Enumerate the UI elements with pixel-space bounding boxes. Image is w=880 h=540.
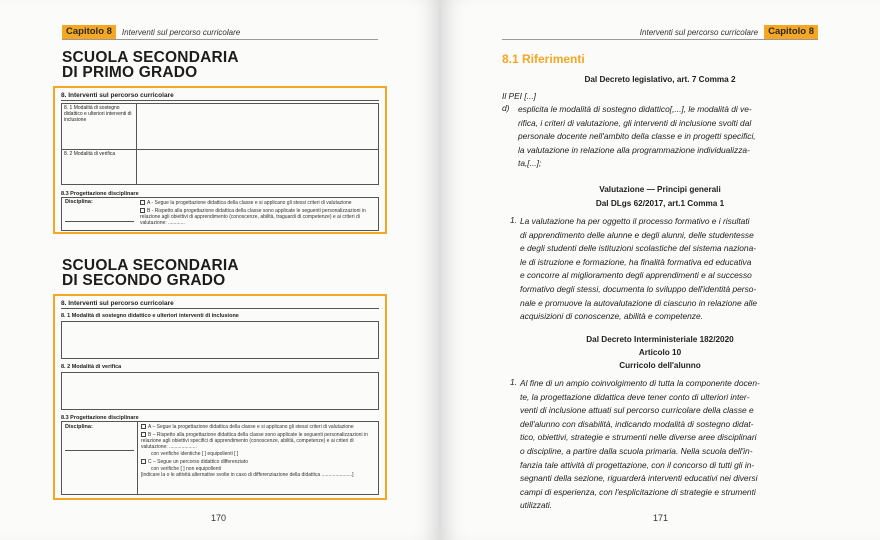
heading-line: Valutazione — Principi generali (599, 185, 721, 194)
paragraph-2 (520, 377, 820, 513)
option-b-label: B – Rispetto alla progettazione didattica della classe sono applicate le seguenti personalizzazioni in relazione agli obiettivi specifici di apprendimento (conoscenze, abilità, competenze) e ai criteri di valutazione: .................... (141, 432, 368, 450)
section-title: 8.1 Riferimenti (502, 52, 585, 66)
chapter-badge: Capitolo 8 (62, 25, 116, 39)
text-line: La valutazione ha per oggetto il processo formativo e i risultati (520, 216, 750, 226)
prog-title: 8.3 Progettazione disciplinare (61, 415, 139, 421)
text-line: utilizzati. (520, 500, 553, 511)
options-cell (137, 422, 378, 494)
paragraph-d (518, 103, 818, 171)
reference-heading (502, 334, 818, 371)
discipline-cell (62, 198, 137, 230)
options-cell (137, 198, 378, 230)
option-a-label: A – Segue la progettazione didattica della classe e si applicano gli stessi criteri di valutazione (148, 424, 354, 430)
form-primo-grado (53, 86, 387, 234)
text-line: le di istruzione e formazione, ha finalità formativa ed educativa (520, 256, 752, 267)
text-line: di apprendimento delle alunne e degli alunni, delle studentesse (520, 229, 754, 240)
heading-line: Curricolo dell'alunno (619, 361, 701, 370)
pei-line: Il PEI [...] (502, 91, 536, 101)
text-line: o discipline, a partire dalla scuola primaria. Nella scuola dell'in- (520, 445, 753, 456)
text-line: ta,[...]; (518, 158, 542, 169)
heading-line: DI PRIMO GRADO (62, 64, 198, 81)
textarea-box[interactable] (61, 321, 379, 359)
page-number: 170 (211, 513, 227, 523)
option-b[interactable] (140, 208, 375, 226)
option-c[interactable] (141, 459, 375, 465)
section-heading-primo (62, 50, 239, 80)
header-rule (502, 39, 818, 40)
reference-heading: Dal Decreto legislativo, art. 7 Comma 2 (584, 75, 736, 84)
text-line: Al fine di un ampio coinvolgimento di tutta la componente docen- (520, 378, 760, 388)
option-c-detail: con verifiche [ ] non equipollenti (151, 466, 222, 472)
header-rule (62, 39, 378, 40)
checkbox-icon[interactable] (141, 459, 146, 464)
row-input-area[interactable] (137, 104, 378, 149)
heading-line: Dal Decreto Interministeriale 182/2020 (586, 335, 734, 344)
table-row (62, 150, 378, 184)
text-line: personale docente nell'ambito della classe e in progetti specifici, (518, 131, 756, 142)
option-b-detail: con verifiche identiche [ ] equipollenti [ ] (151, 451, 239, 457)
list-marker: d) (502, 103, 510, 113)
discipline-label: Disciplina: (65, 424, 93, 430)
left-header (62, 25, 246, 39)
heading-line: Articolo 10 (638, 348, 682, 357)
option-a[interactable] (141, 424, 375, 430)
form-secondo-grado (53, 294, 387, 500)
option-a-label: A - Segue la progettazione didattica della classe e si applicano gli stessi criteri di valutazione (147, 200, 352, 206)
form-title: 8. Interventi sul percorso curricolare (61, 92, 379, 101)
textarea-box[interactable] (61, 372, 379, 410)
right-header (634, 25, 818, 39)
subsection-label: 8. 1 Modalità di sostegno didattico e ulteriori interventi di inclusione (61, 313, 239, 319)
discipline-line[interactable] (65, 450, 134, 451)
text-line: tico, obiettivi, strategie e strumenti nelle diverse aree disciplinari (520, 432, 757, 443)
option-b[interactable] (141, 432, 375, 450)
paragraph-1 (520, 215, 820, 324)
option-b-label: B - Rispetto alla progettazione didattica della classe sono applicate le seguenti personalizzazioni in relazione agli obiettivi di apprendimento (conoscenze, abilità, traguardi di competenze) e ai criteri di valutazione: ............ (140, 208, 366, 226)
header-subtitle: Interventi sul percorso curricolare (121, 27, 241, 37)
option-c-note: [indicare la o le attività alternative svolte in caso di differenziazione della didattica ......................] (141, 472, 354, 478)
subsection-label: 8. 2 Modalità di verifica (61, 364, 122, 370)
discipline-cell (62, 422, 137, 494)
heading-line: SCUOLA SECONDARIA (62, 257, 239, 274)
list-marker: 1. (510, 377, 517, 387)
reference-heading (502, 184, 818, 209)
form-table (61, 103, 379, 185)
text-line: te, la progettazione didattica deve tener conto di ulteriori inter- (520, 391, 750, 402)
text-line: dell'alunno con disabilità, indicando modalità di sostegno didat- (520, 418, 754, 429)
text-line: segnanti della sezione, riguarderà interventi educativi nei diversi (520, 473, 758, 484)
option-c-label: C – Segue un percorso didattico differenziato (148, 459, 248, 465)
page-number: 171 (653, 513, 669, 523)
prog-table (61, 421, 379, 495)
text-line: fanzia tale attività di progettazione, con il concorso di tutti gli in- (520, 459, 755, 470)
list-marker: 1. (510, 215, 517, 225)
heading-line: DI SECONDO GRADO (62, 272, 226, 289)
checkbox-icon[interactable] (140, 200, 145, 205)
row-label: 8. 1 Modalità di sostegno didattico e ulteriori interventi di inclusione (62, 104, 137, 149)
text-line: esplicita le modalità di sostegno didattico[,...], le modalità di ve- (518, 104, 752, 114)
discipline-label: Disciplina: (65, 199, 93, 205)
checkbox-icon[interactable] (140, 208, 145, 213)
text-line: formativo degli stessi, documenta lo sviluppo dell'identità perso- (520, 283, 757, 294)
form-title: 8. Interventi sul percorso curricolare (61, 300, 379, 309)
text-line: rifica, i criteri di valutazione, gli interventi di inclusione svolti dal (518, 117, 752, 128)
text-line: la valutazione in relazione alla programmazione individualizza- (518, 144, 750, 155)
text-line: venti di inclusione attuati sul percorso curricolare della classe e (520, 405, 754, 416)
right-page (440, 0, 880, 540)
row-input-area[interactable] (137, 150, 378, 184)
text-line: acquisizioni di conoscenze, abilità e competenze. (520, 311, 703, 322)
discipline-line[interactable] (65, 221, 134, 222)
prog-table (61, 197, 379, 231)
heading-line: Dal DLgs 62/2017, art.1 Comma 1 (595, 199, 725, 208)
row-label: 8. 2 Modalità di verifica (62, 150, 137, 184)
text-line: campi di esperienza, con l'esplicitazione di strategie e strumenti (520, 486, 756, 497)
text-line: e concorre al miglioramento degli apprendimenti e al successo (520, 270, 752, 281)
checkbox-icon[interactable] (141, 424, 146, 429)
header-subtitle: Interventi sul percorso curricolare (639, 27, 759, 37)
option-a[interactable] (140, 200, 375, 206)
section-heading-secondo (62, 258, 239, 288)
chapter-badge: Capitolo 8 (764, 25, 818, 39)
prog-title: 8.3 Progettazione disciplinare (61, 191, 139, 197)
table-row (62, 104, 378, 150)
text-line: e degli studenti delle istituzioni scolastiche del sistema naziona- (520, 243, 757, 254)
checkbox-icon[interactable] (141, 432, 146, 437)
heading-line: SCUOLA SECONDARIA (62, 49, 239, 66)
text-line: nale e promuove la autovalutazione di ciascuno in relazione alle (520, 297, 757, 308)
